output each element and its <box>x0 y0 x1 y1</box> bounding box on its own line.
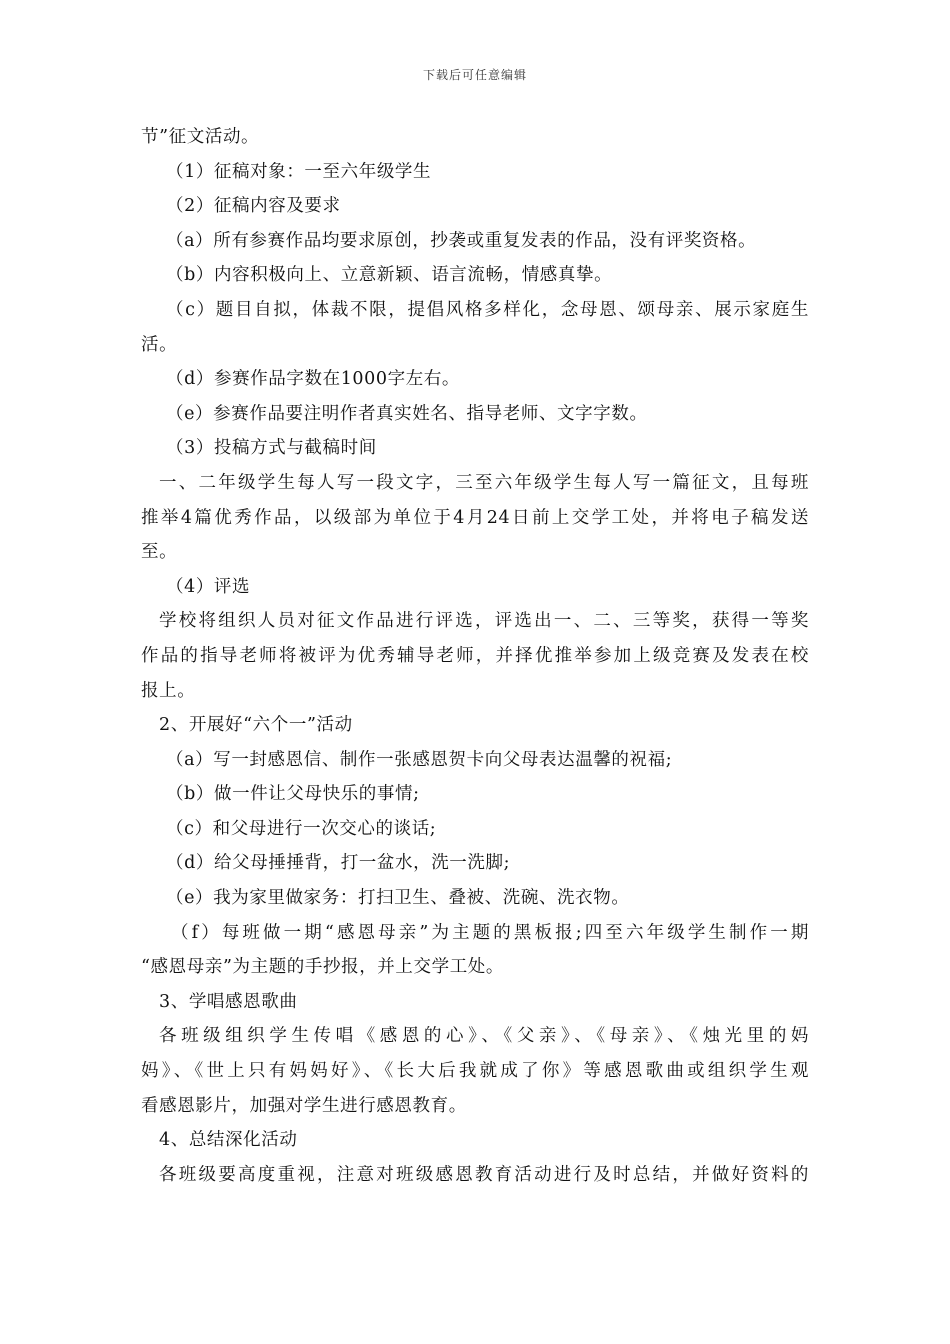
text-line: （1）征稿对象：一至六年级学生 <box>166 161 432 182</box>
text-line: （3）投稿方式与截稿时间 <box>166 438 377 459</box>
text-line: 各班级要高度重视，注意对班级感恩教育活动进行及时总结，并做好资料的 <box>159 1164 809 1185</box>
text-line: （4）评选 <box>166 576 251 597</box>
text-line: 作品的指导老师将被评为优秀辅导老师，并择优推举参加上级竞赛及发表在校 <box>141 645 809 666</box>
text-line: （a）写一封感恩信、制作一张感恩贺卡向父母表达温馨的祝福; <box>166 749 673 770</box>
text-line: 推举4篇优秀作品，以级部为单位于4月24日前上交学工处，并将电子稿发送 <box>141 507 809 528</box>
text-line: 妈》、《世上只有妈妈好》、《长大后我就成了你》等感恩歌曲或组织学生观 <box>141 1061 809 1082</box>
text-line: （e）参赛作品要注明作者真实姓名、指导老师、文字字数。 <box>166 403 648 424</box>
text-line: （d）参赛作品字数在1000字左右。 <box>166 369 461 390</box>
text-line: 节”征文活动。 <box>141 127 260 147</box>
text-line: 报上。 <box>141 680 196 701</box>
text-line: 看感恩影片，加强对学生进行感恩教育。 <box>141 1095 467 1116</box>
text-line: 至。 <box>141 542 178 563</box>
text-line: 一、二年级学生每人写一段文字，三至六年级学生每人写一篇征文，且每班 <box>159 472 809 493</box>
text-line: （b）做一件让父母快乐的事情; <box>166 784 420 805</box>
text-line: （a）所有参赛作品均要求原创，抄袭或重复发表的作品，没有评奖资格。 <box>166 230 757 251</box>
text-line: 学校将组织人员对征文作品进行评选，评选出一、二、三等奖，获得一等奖 <box>159 611 809 632</box>
text-line: 2、开展好“六个一”活动 <box>159 715 353 736</box>
text-line: （2）征稿内容及要求 <box>166 196 341 217</box>
text-line: （c）和父母进行一次交心的谈话; <box>166 818 437 839</box>
text-line: 3、学唱感恩歌曲 <box>159 991 298 1012</box>
text-line: （c）题目自拟，体裁不限，提倡风格多样化，念母恩、颂母亲、展示家庭生 <box>166 299 809 320</box>
text-line: （e）我为家里做家务：打扫卫生、叠被、洗碗、洗衣物。 <box>166 888 630 909</box>
text-line: （b）内容积极向上、立意新颖、语言流畅，情感真挚。 <box>166 265 613 286</box>
page-header: 下载后可任意编辑 <box>422 68 527 82</box>
document-body <box>141 120 809 1192</box>
text-line: “感恩母亲”为主题的手抄报，并上交学工处。 <box>141 957 504 978</box>
text-line: 各班级组织学生传唱《感恩的心》、《父亲》、《母亲》、《烛光里的妈 <box>159 1026 809 1047</box>
text-line: 4、总结深化活动 <box>159 1130 298 1151</box>
text-line: （f）每班做一期“感恩母亲”为主题的黑板报;四至六年级学生制作一期 <box>171 922 809 943</box>
text-line: 活。 <box>141 334 178 355</box>
text-line: （d）给父母捶捶背，打一盆水，洗一洗脚; <box>166 853 511 874</box>
